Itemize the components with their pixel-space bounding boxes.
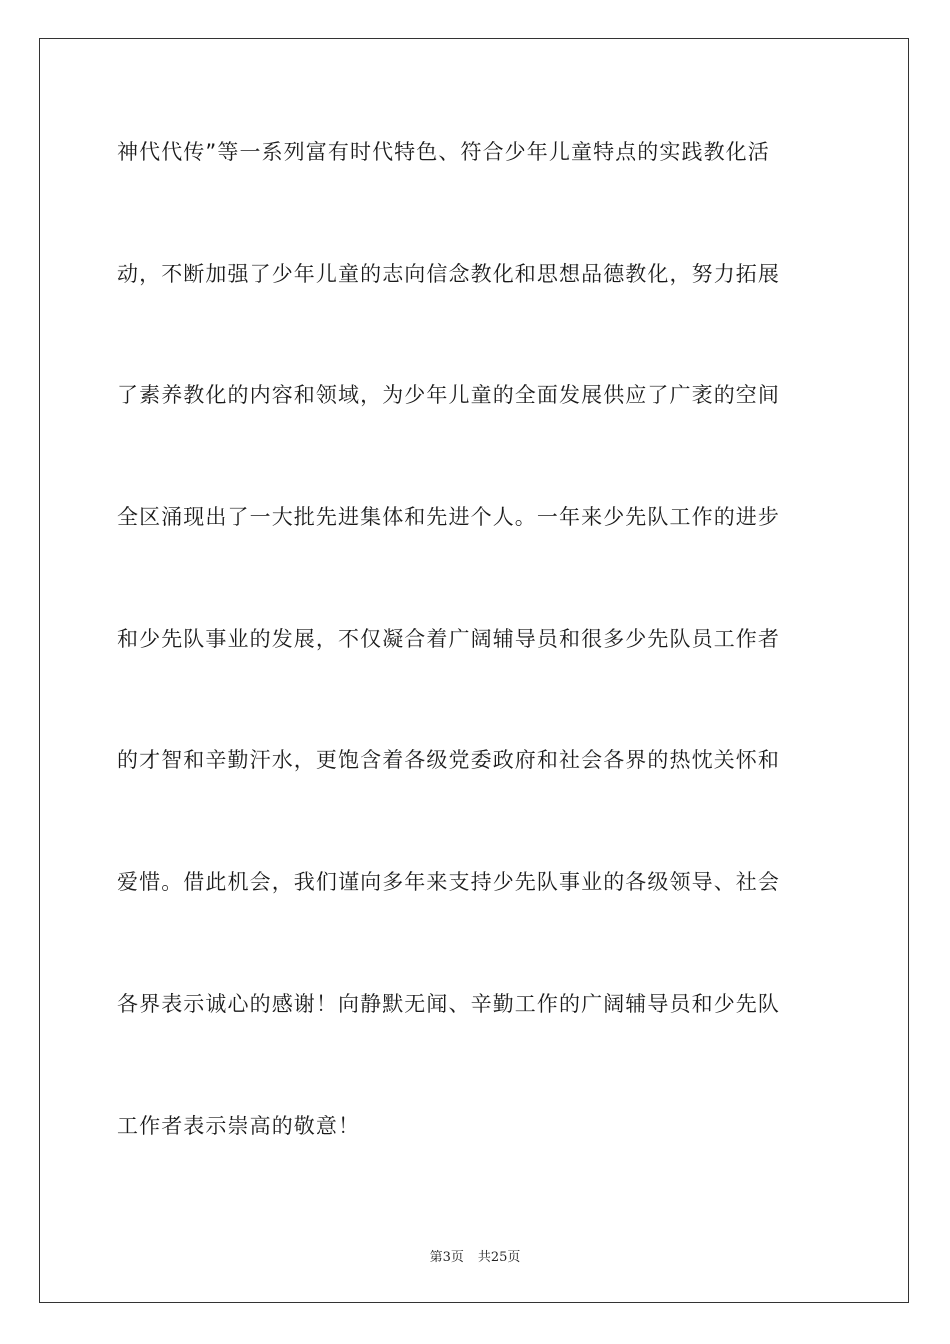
text-line: 了素养教化的内容和领域，为少年儿童的全面发展供应了广袤的空间 [117,383,780,408]
text-line: 动，不断加强了少年儿童的志向信念教化和思想品德教化，努力拓展 [117,261,780,286]
page-total: 共25页 [477,1250,521,1265]
document-body [117,128,833,1223]
page-footer [0,1246,950,1265]
text-line: 爱惜。借此机会，我们谨向多年来支持少先队事业的各级领导、社会 [117,870,780,895]
text-line: 各界表示诚心的感谢！向静默无闻、辛勤工作的广阔辅导员和少先队 [117,991,780,1016]
text-line: 神代代传”等一系列富有时代特色、符合少年儿童特点的实践教化活 [117,140,770,164]
text-line: 的才智和辛勤汗水，更饱含着各级党委政府和社会各界的热忱关怀和 [117,748,780,773]
text-line: 全区涌现出了一大批先进集体和先进个人。一年来少先队工作的进步 [117,505,780,530]
page-number: 第3页 [429,1250,464,1265]
text-line: 工作者表示崇高的敬意！ [117,1113,361,1138]
text-line: 和少先队事业的发展，不仅凝合着广阔辅导员和很多少先队员工作者 [117,626,780,651]
